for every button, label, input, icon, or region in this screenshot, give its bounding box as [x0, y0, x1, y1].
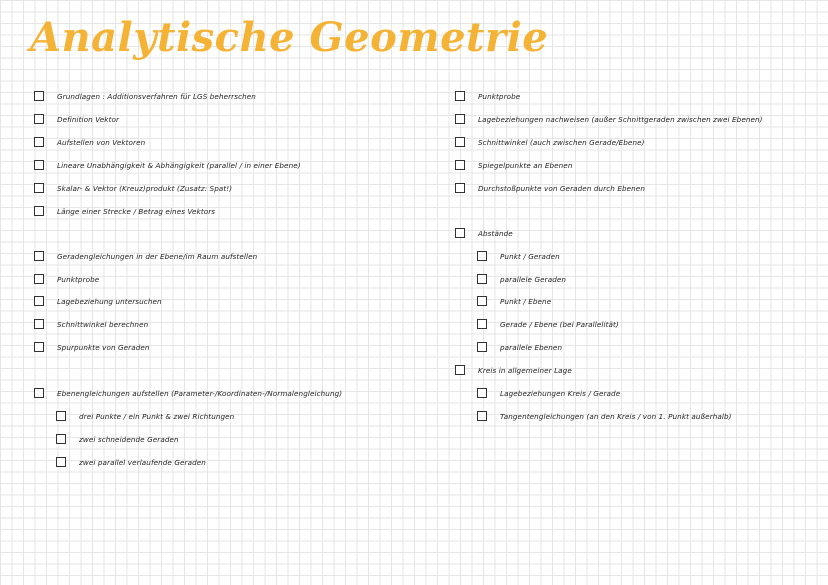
- checkbox[interactable]: [477, 274, 487, 284]
- checklist-item[interactable]: [455, 226, 513, 240]
- checklist-item-label: Länge einer Strecke / Betrag eines Vektors: [57, 206, 216, 216]
- checklist-item[interactable]: [34, 317, 148, 331]
- checklist-item[interactable]: [34, 272, 99, 286]
- checklist-item-label: parallele Geraden: [500, 274, 567, 284]
- checklist-item-label: Schnittwinkel (auch zwischen Gerade/Ebene): [478, 137, 645, 147]
- checklist-subitem[interactable]: [477, 249, 560, 263]
- checkbox[interactable]: [477, 251, 487, 261]
- checklist-item-label: Lineare Unabhängigkeit & Abhängigkeit (parallel / in einer Ebene): [57, 160, 301, 170]
- checklist-item-label: Grundlagen : Additionsverfahren für LGS beherrschen: [57, 91, 256, 101]
- checklist-item-label: Punktprobe: [478, 91, 521, 101]
- checklist-item[interactable]: [455, 112, 763, 126]
- checkbox[interactable]: [56, 434, 66, 444]
- checklist-item[interactable]: [34, 386, 342, 400]
- checklist-item-label: Schnittwinkel berechnen: [57, 319, 149, 329]
- checklist-item-label: Punktprobe: [57, 274, 100, 284]
- checkbox[interactable]: [477, 342, 487, 352]
- checklist-subitem[interactable]: [56, 432, 179, 446]
- checklist-item-label: Durchstoßpunkte von Geraden durch Ebenen: [478, 183, 645, 193]
- checklist-subitem[interactable]: [477, 317, 619, 331]
- checklist-item[interactable]: [34, 294, 162, 308]
- checkbox[interactable]: [34, 388, 44, 398]
- checkbox[interactable]: [455, 91, 465, 101]
- checklist-subitem[interactable]: [56, 455, 206, 469]
- checkbox[interactable]: [56, 457, 66, 467]
- checklist-item-label: Punkt / Ebene: [500, 296, 552, 306]
- checkbox[interactable]: [34, 183, 44, 193]
- checkbox[interactable]: [477, 296, 487, 306]
- checkbox[interactable]: [56, 411, 66, 421]
- checklist-item-label: Tangentengleichungen (an den Kreis / von 1. Punkt außerhalb): [500, 411, 732, 421]
- checklist-item-label: Aufstellen von Vektoren: [57, 137, 146, 147]
- checkbox[interactable]: [34, 342, 44, 352]
- checkbox[interactable]: [34, 137, 44, 147]
- checklist-item[interactable]: [34, 158, 301, 172]
- checklist-item[interactable]: [34, 181, 232, 195]
- checklist-item-label: Kreis in allgemeiner Lage: [478, 365, 572, 375]
- checklist-item[interactable]: [34, 89, 256, 103]
- checkbox[interactable]: [34, 251, 44, 261]
- checklist-subitem[interactable]: [477, 409, 732, 423]
- checkbox[interactable]: [455, 114, 465, 124]
- checkbox[interactable]: [455, 160, 465, 170]
- checklist-item[interactable]: [34, 249, 257, 263]
- checklist-item[interactable]: [455, 363, 572, 377]
- checklist-item[interactable]: [34, 112, 119, 126]
- checkbox[interactable]: [34, 206, 44, 216]
- checkbox[interactable]: [477, 411, 487, 421]
- checklist-item-label: Spiegelpunkte an Ebenen: [478, 160, 573, 170]
- checklist-item-label: Punkt / Geraden: [500, 251, 560, 261]
- checklist-item[interactable]: [455, 181, 645, 195]
- checkbox[interactable]: [34, 274, 44, 284]
- checklist-item-label: zwei schneidende Geraden: [79, 434, 179, 444]
- checklist-item-label: Skalar- & Vektor (Kreuz)produkt (Zusatz: Spat!): [57, 183, 233, 193]
- checklist-subitem[interactable]: [477, 386, 620, 400]
- checklist-item-label: Lagebeziehungen nachweisen (außer Schnittgeraden zwischen zwei Ebenen): [478, 114, 763, 124]
- checklist-item-label: drei Punkte / ein Punkt & zwei Richtungen: [79, 411, 235, 421]
- checklist-subitem[interactable]: [56, 409, 234, 423]
- checkbox[interactable]: [34, 160, 44, 170]
- checkbox[interactable]: [34, 296, 44, 306]
- checklist-item-label: Lagebeziehung untersuchen: [57, 296, 162, 306]
- checklist-item[interactable]: [34, 135, 145, 149]
- checklist-subitem[interactable]: [477, 294, 551, 308]
- checklist-item-label: Definition Vektor: [57, 114, 120, 124]
- checklist-item-label: zwei parallel verlaufende Geraden: [79, 457, 206, 467]
- page-title: Analytische Geometrie: [30, 14, 549, 61]
- checklist-item[interactable]: [455, 135, 645, 149]
- checkbox[interactable]: [34, 91, 44, 101]
- checklist-item-label: Lagebeziehungen Kreis / Gerade: [500, 388, 621, 398]
- checklist-item-label: Gerade / Ebene (bei Parallelität): [500, 319, 619, 329]
- checklist-item-label: Spurpunkte von Geraden: [57, 342, 150, 352]
- checklist-item-label: Ebenengleichungen aufstellen (Parameter-/Koordinaten-/Normalengleichung): [57, 388, 343, 398]
- checklist-subitem[interactable]: [477, 340, 562, 354]
- checklist-item-label: Geradengleichungen in der Ebene/im Raum aufstellen: [57, 251, 258, 261]
- checkbox[interactable]: [455, 183, 465, 193]
- checklist-item[interactable]: [455, 158, 573, 172]
- checklist-item[interactable]: [34, 204, 215, 218]
- checkbox[interactable]: [477, 388, 487, 398]
- checkbox[interactable]: [34, 114, 44, 124]
- checklist-subitem[interactable]: [477, 272, 566, 286]
- checklist-item[interactable]: [455, 89, 520, 103]
- checkbox[interactable]: [477, 319, 487, 329]
- checkbox[interactable]: [455, 137, 465, 147]
- checklist-item-label: parallele Ebenen: [500, 342, 563, 352]
- checkbox[interactable]: [34, 319, 44, 329]
- checklist-item-label: Abstände: [478, 228, 513, 238]
- checkbox[interactable]: [455, 228, 465, 238]
- checkbox[interactable]: [455, 365, 465, 375]
- checklist-item[interactable]: [34, 340, 150, 354]
